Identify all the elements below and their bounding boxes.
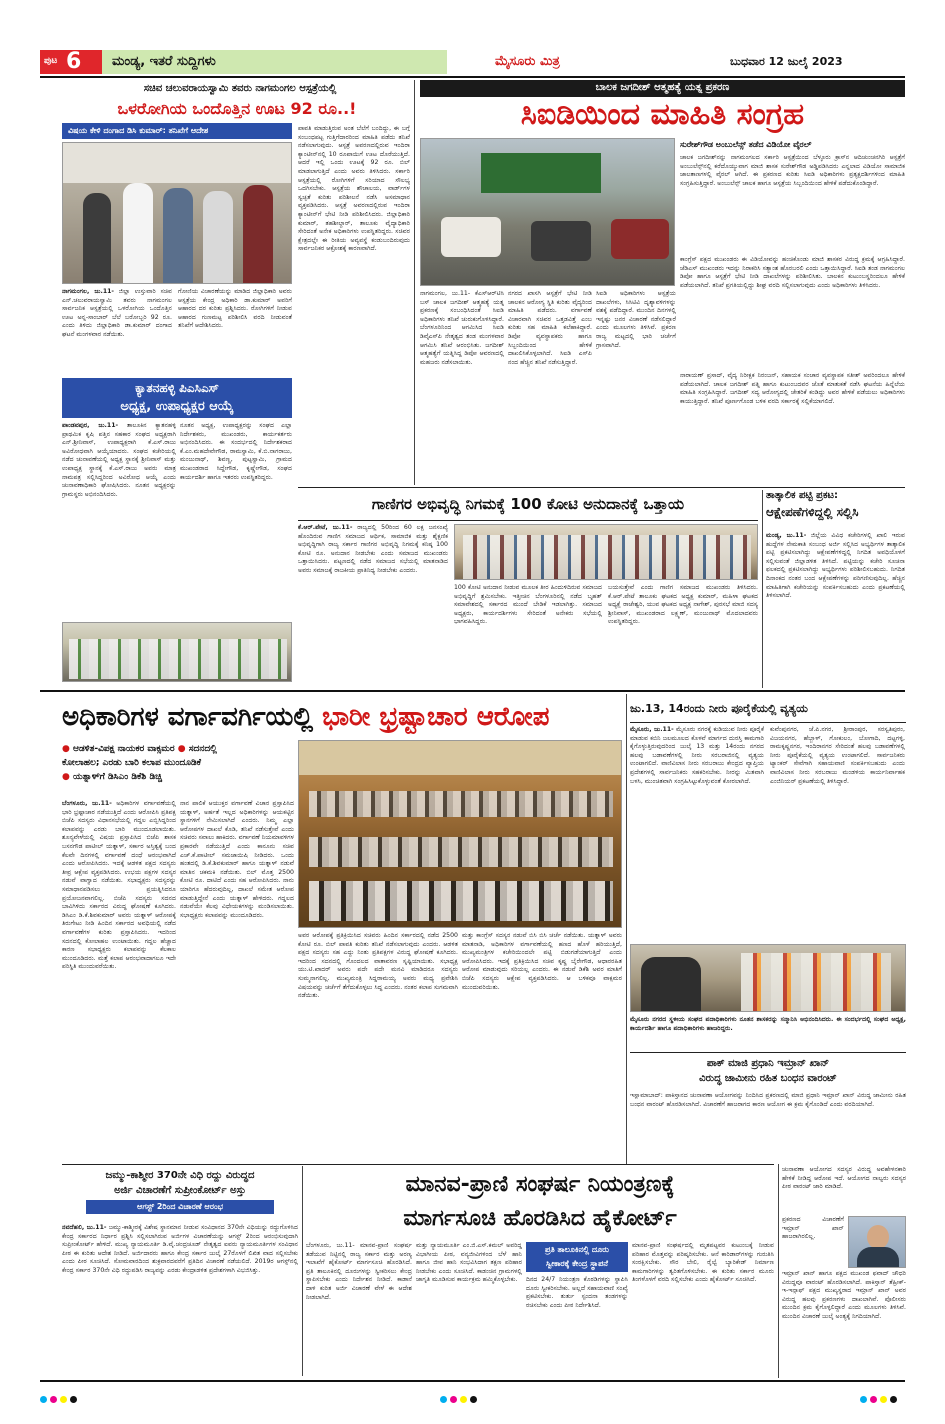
story6-bullet-4: ಯತ್ನಾಳ್‌ಗೆ ಡಿಸಿಎಂ ಡಿಕೆಶಿ ಡಿಚ್ಚಿ [73, 772, 163, 782]
story3-headline-2: ಅಧ್ಯಕ್ಷ, ಉಪಾಧ್ಯಕ್ಷರ ಆಯ್ಕೆ [120, 399, 234, 414]
dateline-bengaluru: ಬೆಂಗಳೂರು, ಜು.11- [62, 800, 112, 807]
story6-body-b: ನಾನ ಪಾಲಿಕೆ ಆಯುಕ್ತರ ವರ್ಗಾವಣೆ ವಿಚಾರ ಪ್ರಸ್ತಾಪಿಸಿದ ಯತ್ನಾಳ್, ಅರ್ಹತೆ ಇಲ್ಲದ ಅಧಿಕಾರಿಗಳನ್ನು ಆಯಕಟ್ಟಿನ ಸ್ಥಾನಗಳಿಗೆ ನೇಮಿಸಲಾಗಿದೆ ಎಂದರು. ನಿಮ್ಮ ಎಲ್ಲಾ ಆರೋಪಗಳ ದಾಖಲೆ ಕೊಡಿ, ತನಿಖೆ ನಡೆಸುತ್ತೇವೆ ಎಂದು ಸಚಿವರು ಸವಾಲು ಹಾಕಿದರು. ವರ್ಗಾವಣೆ ನಿಯಮಾವಳಿಗಳ ಪ್ರಕಾರವೇ ನಡೆಯುತ್ತಿದೆ ಎಂದು ಕಾನೂನು ಸಚಿವ ಎಚ್.ಕೆ.ಪಾಟೀಲ್ ಸಮಜಾಯಿಷಿ ನೀಡಿದರು. ಒಂದು ಹಂತದಲ್ಲಿ ಡಿ.ಕೆ.ಶಿವಕುಮಾರ್ ಹಾಗೂ ಯತ್ನಾಳ್ ನಡುವೆ ಮಾತಿನ ಚಕಮಕಿ ನಡೆಯಿತು. ಬಿಲ್ ಮೊತ್ತ 2500 ಕೋಟಿ ರೂ. ದಾಟಿದೆ ಎಂದು ಸಹ ಆರೋಪಿಸಿದರು. ನಾನು ಯಾರಿಗೂ ಹೆದರುವುದಿಲ್ಲ, ದಾಖಲೆ ಸಮೇತ ಆರೋಪ ಮಾಡುತ್ತಿದ್ದೇನೆ ಎಂದು ಯತ್ನಾಳ್ ಹೇಳಿದರು. ಗದ್ದಲದ ನಡುವೆಯೇ ಕೆಲವು ವಿಧೇಯಕಗಳನ್ನು ಮಂಡಿಸಲಾಯಿತು. ಸಭಾಧ್ಯಕ್ಷರು ಕಲಾಪವನ್ನು ಮುಂದೂಡಿದರು. [180, 800, 294, 919]
story6-headline-black: ಅಧಿಕಾರಿಗಳ ವರ್ಗಾವರ್ಗಿಯಲ್ಲಿ [62, 702, 314, 732]
story5-body: ಮಂಡ್ಯ, ಜು.11- ಜಿಲ್ಲೆಯ ವಿವಿಧ ಕಚೇರಿಗಳಲ್ಲಿ ಖಾಲಿ ಇರುವ ಹುದ್ದೆಗಳ ನೇಮಕಾತಿ ಸಂಬಂಧ ಅರ್ಜಿ ಸಲ್ಲಿಸಿದ ಅಭ್ಯರ್ಥಿಗಳ ತಾತ್ಕಾಲಿಕ ಪಟ್ಟಿ ಪ್ರಕಟಿಸಲಾಗಿದ್ದು ಆಕ್ಷೇಪಣೆಗಳಿದ್ದಲ್ಲಿ ನಿಗದಿತ ಅವಧಿಯೊಳಗೆ ಸಲ್ಲಿಸುವಂತೆ ಜಿಲ್ಲಾಡಳಿತ ತಿಳಿಸಿದೆ. ಪಟ್ಟಿಯನ್ನು ಕಚೇರಿ ಸೂಚನಾ ಫಲಕದಲ್ಲಿ ಪ್ರಕಟಿಸಲಾಗಿದ್ದು ಅಭ್ಯರ್ಥಿಗಳು ಪರಿಶೀಲಿಸಬಹುದು. ನಿಗದಿತ ದಿನಾಂಕದ ನಂತರ ಬಂದ ಆಕ್ಷೇಪಣೆಗಳನ್ನು ಪರಿಗಣಿಸುವುದಿಲ್ಲ. ಹೆಚ್ಚಿನ ಮಾಹಿತಿಗಾಗಿ ಕಚೇರಿಯನ್ನು ಸಂಪರ್ಕಿಸಬಹುದು ಎಂದು ಪ್ರಕಟಣೆಯಲ್ಲಿ ತಿಳಿಸಲಾಗಿದೆ. [766, 532, 905, 600]
story1-headline: ಒಳರೋಗಿಯ ಒಂದೊತ್ತಿನ ಊಟ 92 ರೂ..! [117, 99, 357, 118]
story2-headline: ಸಿಐಡಿಯಿಂದ ಮಾಹಿತಿ ಸಂಗ್ರಹ [520, 97, 805, 132]
paper-name: ಮೈಸೂರು ಮಿತ್ರ [495, 54, 560, 69]
dateline-pandavapura: ಪಾಂಡವಪುರ, ಜು.11- [62, 422, 119, 429]
story8-body-c: ಪ್ರಕರಣದ ವಿಚಾರಣೆಗೆ ಇಮ್ರಾನ್ ಖಾನ್ ಹಾಜರಾಗಿರಲಿಲ್ಲ. [782, 1216, 844, 1241]
issue-date: ಬುಧವಾರ 12 ಜುಲೈ 2023 [730, 55, 843, 68]
column-rule-4 [778, 1164, 779, 1378]
cyan-dot-icon [40, 1396, 47, 1403]
story6-bullet-1: ಆಡಳಿತ-ವಿಪಕ್ಷ ನಾಯಕರ ವಾಕ್ಸಮರ [73, 744, 175, 754]
story3-header [62, 378, 292, 418]
story9-subhead: ಆಗಸ್ಟ್ 2ರಿಂದ ವಿಚಾರಣೆ ಆರಂಭ [137, 1202, 223, 1211]
bullet-icon: ● [62, 744, 70, 754]
black-dot-icon [470, 1396, 477, 1403]
section-title: ಮಂಡ್ಯ, ಇತರೆ ಸುದ್ದಿಗಳು [112, 54, 216, 69]
story8-body-a: ಇಸ್ಲಾಮಾಬಾದ್: ಪಾಕಿಸ್ತಾನದ ಚುನಾವಣಾ ಆಯೋಗವನ್ನು ನಿಂದಿಸಿದ ಪ್ರಕರಣದಲ್ಲಿ ಮಾಜಿ ಪ್ರಧಾನಿ ಇಮ್ರಾನ್ ಖಾನ್ ವಿರುದ್ಧ ಜಾಮೀನು ರಹಿತ ಬಂಧನ ವಾರಂಟ್ ಹೊರಡಿಸಲಾಗಿದೆ. ವಿಚಾರಣೆಗೆ ಹಾಜರಾಗದ ಕಾರಣ ಆಯೋಗ ಈ ಕ್ರಮ ಕೈಗೊಂಡಿದೆ ಎಂದು ವರದಿಯಾಗಿದೆ. [630, 1092, 906, 1108]
page-number: 6 [66, 49, 82, 74]
story2-kicker-bar [420, 80, 905, 97]
pacs-group-photo [62, 622, 292, 682]
story2-body-a: ಚಾಲಕ ಜಗದೀಶ್‌ನನ್ನು ನಾಗಮಂಗಲದ ಸರ್ಕಾರಿ ಆಸ್ಪತ್ರೆಯಿಂದ ಬೆಳ್ಳೂರು ಕ್ರಾಸ್‌ನ ಆದಿಚುಂಚನಗಿರಿ ಆಸ್ಪತ್ರೆಗೆ ಅಂಬುಲೆನ್ಸ್‌ನಲ್ಲಿ ಕರೆದೊಯ್ಯುವಾಗ ಮಾಜಿ ಶಾಸಕ ಸುರೇಶ್‌ಗೌಡ ಅಡ್ಡಿಪಡಿಸಿದರು ಎನ್ನಲಾದ ವಿಡಿಯೋ ಸಾಮಾಜಿಕ ಜಾಲತಾಣಗಳಲ್ಲಿ ವೈರಲ್ ಆಗಿದೆ. ಈ ಪ್ರಕರಣದ ಕುರಿತು ಸಿಐಡಿ ಅಧಿಕಾರಿಗಳು ಪ್ರತ್ಯಕ್ಷದರ್ಶಿಗಳಿಂದ ಮಾಹಿತಿ ಸಂಗ್ರಹಿಸುತ್ತಿದ್ದಾರೆ. ಅಂಬುಲೆನ್ಸ್ ಚಾಲಕ ಹಾಗೂ ಆಸ್ಪತ್ರೆಯ ಸಿಬ್ಬಂದಿಯಿಂದ ಹೇಳಿಕೆ ಪಡೆದುಕೊಂಡಿದ್ದಾರೆ. [680, 154, 905, 187]
magenta-dot-icon [450, 1396, 457, 1403]
dateline-mandya: ಮಂಡ್ಯ, ಜು.11- [766, 532, 807, 539]
story10-subhead-1: ಪ್ರತಿ ತಾಲೂಕಿನಲ್ಲಿ ದೂರು [545, 1245, 609, 1254]
bullet-icon: ● [177, 744, 186, 754]
story4-headline: ಗಾಣಿಗರ ಅಭಿವೃದ್ಧಿ ನಿಗಮಕ್ಕೆ 100 ಕೋಟಿ ಅನುದಾನಕ್ಕೆ ಒತ್ತಾಯ [371, 495, 685, 513]
rule-story7 [630, 722, 906, 723]
yellow-dot-icon [60, 1396, 67, 1403]
story7-body-a: ಮೈಸೂರು, ಜು.11- ಮೈಸೂರು ನಗರಕ್ಕೆ ಕುಡಿಯುವ ನೀರು ಪೂರೈಕೆ ಮಾಡುವ ಕಬಿನಿ ಜಲಮೂಲದ ಕೊಳವೆ ಮಾರ್ಗದ ದುರಸ್ತಿ ಕಾಮಗಾರಿ ಕೈಗೊಳ್ಳುತ್ತಿರುವುದರಿಂದ ಜುಲೈ 13 ಮತ್ತು 14ರಂದು ನಗರದ ಹಲವು ಬಡಾವಣೆಗಳಲ್ಲಿ ನೀರು ಸರಬರಾಜಿನಲ್ಲಿ ವ್ಯತ್ಯಯ ಉಂಟಾಗಲಿದೆ. ವಾಣಿವಿಲಾಸ ನೀರು ಸರಬರಾಜು ಕೇಂದ್ರದ ವ್ಯಾಪ್ತಿಯ ಪ್ರದೇಶಗಳಲ್ಲಿ ಸಾರ್ವಜನಿಕರು ಸಹಕರಿಸಬೇಕು. ನೀರನ್ನು ಮಿತವಾಗಿ ಬಳಸಿ, ಮುಂಚಿತವಾಗಿ ಸಂಗ್ರಹಿಸಿಟ್ಟುಕೊಳ್ಳುವಂತೆ ಕೋರಲಾಗಿದೆ. [630, 726, 764, 785]
rule-story8 [630, 1052, 906, 1053]
story9-headline-1: ಜಮ್ಮು-ಕಾಶ್ಮೀರ 370ನೇ ವಿಧಿ ರದ್ದು ವಿರುದ್ಧದ [105, 1170, 255, 1181]
story1-body-b: ಗೋಣಿಯ ವಿಚಾರಣೆಯನ್ನು ಮಾಡಿದ ಜಿಲ್ಲಾಧಿಕಾರಿ ಅವರು ಆಸ್ಪತ್ರೆಯ ಕೇಂದ್ರ ಅಧಿಕಾರಿ ಡಾ.ಕುಮಾರ್ ಅವರಿಗೆ ಆಹಾರದ ದರ ಕುರಿತು ಪ್ರಶ್ನಿಸಿದರು. ರೋಗಿಗಳಿಗೆ ನೀಡುವ ಆಹಾರದ ಗುಣಮಟ್ಟ ಪರಿಶೀಲಿಸಿ ವರದಿ ನೀಡುವಂತೆ ತನಿಖೆಗೆ ಆದೇಶಿಸಿದರು. [178, 288, 292, 330]
story1-kicker: ಸಚಿವ ಚಲುವರಾಯಸ್ವಾಮಿ ತವರು ನಾಗಮಂಗಲ ಆಸ್ಪತ್ರೆಯಲ್ಲಿ [143, 83, 337, 94]
story6-bullet-2: ಸದನದಲ್ಲಿ [188, 744, 217, 754]
story9-subhead-box [86, 1200, 274, 1214]
cyan-dot-icon [440, 1396, 447, 1403]
rule-story4 [298, 520, 758, 521]
story4-body-c: ಬಯಸುತ್ತೇವೆ ಎಂದು ಗಾಣಿಗ ಸಮಾಜದ ಮುಖಂಡರು ತಿಳಿಸಿದರು. ಕೆ.ಆರ್.ಪೇಟೆ ತಾಲೂಕು ಘಟಕದ ಅಧ್ಯಕ್ಷ ಕುಮಾರ್, ಮಹಿಳಾ ಘಟಕದ ಅಧ್ಯಕ್ಷೆ ರಾಜೇಶ್ವರಿ, ಯುವ ಘಟಕದ ಅಧ್ಯಕ್ಷ ನಾಗೇಶ್, ಪುರಸಭೆ ಮಾಜಿ ಸದಸ್ಯ ಶ್ರೀನಿವಾಸ್, ಮುಖಂಡರಾದ ಲಕ್ಷ್ಮಣ್, ಮಂಜುನಾಥ್ ಮೊದಲಾದವರು ಉಪಸ್ಥಿತರಿದ್ದರು. [608, 584, 758, 626]
story2-body-d: ನಗರದ ಖಾಸಗಿ ಆಸ್ಪತ್ರೆಗೆ ಭೇಟಿ ನೀಡಿ ಚಾಲಕನ ಆರೋಗ್ಯ ಸ್ಥಿತಿ ಕುರಿತು ವೈದ್ಯರಿಂದ ಮಾಹಿತಿ ಪಡೆದರು. ವರ್ಗಾವಣೆ ವಿಚಾರವಾಗಿ ಸಚಿವರ ಒತ್ತಡವಿತ್ತೆ ಎಂಬ ಕುರಿತು ಸಹ ಮಾಹಿತಿ ಕಲೆಹಾಕಿದ್ದಾರೆ. ಡಿಪೋ ವ್ಯವಸ್ಥಾಪಕರು ಹಾಗೂ ಸಿಬ್ಬಂದಿಯಿಂದ ಹೇಳಿಕೆ ದಾಖಲಿಸಿಕೊಳ್ಳಲಾಗಿದೆ. ಸಿಐಡಿ ಎಸ್‌ಪಿ ನಂದ ಹೆಚ್ಚಿನ ತನಿಖೆ ನಡೆಸುತ್ತಿದ್ದಾರೆ. [508, 290, 592, 366]
cid-vehicles-photo [420, 138, 675, 286]
column-rule-2 [762, 490, 763, 688]
story6-bullet-3: ಕೋಲಾಹಲ; ಎರಡು ಬಾರಿ ಕಲಾಪ ಮುಂದೂಡಿಕೆ [62, 758, 202, 768]
story8-body-b: ಚುನಾವಣಾ ಆಯೋಗದ ಸದಸ್ಯರ ವಿರುದ್ಧ ಅವಹೇಳನಕಾರಿ ಹೇಳಿಕೆ ನೀಡಿದ್ದ ಆರೋಪ ಇದೆ. ಆಯೋಗದ ನಾಲ್ವರು ಸದಸ್ಯರ ಪೀಠ ವಾರಂಟ್ ಜಾರಿ ಮಾಡಿದೆ. [782, 1166, 906, 1191]
section-bar [102, 50, 447, 74]
rule-main [40, 690, 905, 692]
story10-headline-1: ಮಾನವ-ಪ್ರಾಣಿ ಸಂಘರ್ಷ ನಿಯಂತ್ರಣಕ್ಕೆ [405, 1172, 675, 1197]
story1-body-c: ಪಾವತಿ ಮಾಡುತ್ತಿರುವ ಅಂತ ಬೆಲೆಗೆ ಬಂದಿದ್ದು, ಈ ಬಗ್ಗೆ ಸಂಬಂಧಪಟ್ಟ ಗುತ್ತಿಗೆದಾರರಿಂದ ಮಾಹಿತಿ ಪಡೆದು ತನಿಖೆ ನಡೆಸಲಾಗುವುದು. ಆಸ್ಪತ್ರೆ ಅವರಣದಲ್ಲಿರುವ ಇಂದಿರಾ ಕ್ಯಾಂಟೀನ್‌ನಲ್ಲಿ 10 ರೂಪಾಯಿಗೆ ಊಟ ದೊರೆಯುತ್ತಿದೆ. ಆದರೆ ಇಲ್ಲಿ ಒಂದು ಊಟಕ್ಕೆ 92 ರೂ. ಬಿಲ್ ಮಾಡಲಾಗುತ್ತಿದೆ ಎಂದು ಅವರು ತಿಳಿಸಿದರು. ಸರ್ಕಾರಿ ಆಸ್ಪತ್ರೆಯಲ್ಲಿ ರೋಗಿಗಳಿಗೆ ಸರಿಯಾದ ಸೌಲಭ್ಯ ಒದಗಿಸಬೇಕು. ಆಸ್ಪತ್ರೆಯ ಶೌಚಾಲಯ, ವಾರ್ಡ್‌ಗಳ ಸ್ವಚ್ಛತೆ ಕುರಿತು ಪರಿಶೀಲನೆ ನಡೆಸಿ ಅಸಮಾಧಾನ ವ್ಯಕ್ತಪಡಿಸಿದರು. ಆಸ್ಪತ್ರೆ ಅವರಣದಲ್ಲಿರುವ ಇಂದಿರಾ ಕ್ಯಾಂಟೀನ್‌ಗೆ ಭೇಟಿ ನೀಡಿ ಪರಿಶೀಲಿಸಿದರು. ಜಿಲ್ಲಾಧಿಕಾರಿ ಕುಮಾರ್, ತಹಶೀಲ್ದಾರ್, ತಾಲೂಕು ವೈದ್ಯಾಧಿಕಾರಿ ಸೇರಿದಂತೆ ಅನೇಕ ಅಧಿಕಾರಿಗಳು ಉಪಸ್ಥಿತರಿದ್ದರು. ಸಚಿವರ ಕ್ಷೇತ್ರದಲ್ಲೇ ಈ ರೀತಿಯ ಅವ್ಯವಸ್ಥೆ ಕಂಡುಬಂದಿರುವುದು ಸಾರ್ವಜನಿಕರ ಆಕ್ರೋಶಕ್ಕೆ ಕಾರಣವಾಗಿದೆ. [298, 125, 410, 253]
dateline-mysuru: ಮೈಸೂರು, ಜು.11- [630, 726, 674, 733]
story6-body-a: ಬೆಂಗಳೂರು, ಜು.11- ಅಧಿಕಾರಿಗಳ ವರ್ಗಾವಣೆಯಲ್ಲಿ ಭಾರಿ ಭ್ರಷ್ಟಾಚಾರ ನಡೆಯುತ್ತಿದೆ ಎಂದು ಆರೋಪಿಸಿ ಪ್ರತಿಪಕ್ಷ ಬಿಜೆಪಿ ಸದಸ್ಯರು ವಿಧಾನಸಭೆಯಲ್ಲಿ ಗದ್ದಲ ಎಬ್ಬಿಸಿದ್ದರಿಂದ ಕಲಾಪವನ್ನು ಎರಡು ಬಾರಿ ಮುಂದೂಡಲಾಯಿತು. ಶೂನ್ಯವೇಳೆಯಲ್ಲಿ ವಿಷಯ ಪ್ರಸ್ತಾಪಿಸಿದ ಬಿಜೆಪಿ ಶಾಸಕ ಬಸನಗೌಡ ಪಾಟೀಲ್ ಯತ್ನಾಳ್, ಸರ್ಕಾರ ಅಸ್ತಿತ್ವಕ್ಕೆ ಬಂದ ಕೆಲವೇ ದಿನಗಳಲ್ಲಿ ವರ್ಗಾವಣೆ ದಂಧೆ ಆರಂಭವಾಗಿದೆ ಎಂದು ಆರೋಪಿಸಿದರು. ಇದಕ್ಕೆ ಆಡಳಿತ ಪಕ್ಷದ ಸದಸ್ಯರು ತೀವ್ರ ಆಕ್ಷೇಪ ವ್ಯಕ್ತಪಡಿಸಿದರು. ಉಭಯ ಪಕ್ಷಗಳ ಸದಸ್ಯರ ನಡುವೆ ವಾಗ್ವಾದ ನಡೆಯಿತು. ಸಭಾಧ್ಯಕ್ಷರು ಸದಸ್ಯರನ್ನು ಸಮಾಧಾನಪಡಿಸಲು ಪ್ರಯತ್ನಿಸಿದರೂ ಪ್ರಯೋಜನವಾಗಲಿಲ್ಲ. ಬಿಜೆಪಿ ಸದಸ್ಯರು ಸದನದ ಬಾವಿಗಿಳಿದು ಸರ್ಕಾರದ ವಿರುದ್ಧ ಘೋಷಣೆ ಕೂಗಿದರು. ಡಿಸಿಎಂ ಡಿ.ಕೆ.ಶಿವಕುಮಾರ್ ಅವರು ಯತ್ನಾಳ್ ಆರೋಪಕ್ಕೆ ತಿರುಗೇಟು ನೀಡಿ ಹಿಂದಿನ ಸರ್ಕಾರದ ಅವಧಿಯಲ್ಲಿ ನಡೆದ ವರ್ಗಾವಣೆಗಳ ಕುರಿತು ಪ್ರಸ್ತಾಪಿಸಿದರು. ಇದರಿಂದ ಸದನದಲ್ಲಿ ಕೋಲಾಹಲ ಉಂಟಾಯಿತು. ಗದ್ದಲ ಹೆಚ್ಚಾದ ಕಾರಣ ಸಭಾಧ್ಯಕ್ಷರು ಕಲಾಪವನ್ನು ಕೆಲಕಾಲ ಮುಂದೂಡಿದರು. ಮತ್ತೆ ಕಲಾಪ ಆರಂಭವಾದಾಗಲೂ ಇದೇ ಪರಿಸ್ಥಿತಿ ಮುಂದುವರೆಯಿತು. [62, 800, 176, 971]
story2-body-f: ನಾರಾಯಣ್ ಪ್ರಸಾದ್, ವೈದ್ಯ ನಿರೀಕ್ಷಕ ನಿರಂಜನ್, ಸಹಾಯಕ ಸಂಚಾರ ವ್ಯವಸ್ಥಾಪಕ ಸತೀಶ್ ಅವರಿಂದಲೂ ಹೇಳಿಕೆ ಪಡೆಯಲಾಗಿದೆ. ಚಾಲಕ ಜಗದೀಶ್ ಪತ್ನಿ ಹಾಗೂ ಕುಟುಂಬದವರ ಜೊತೆ ಮಾತುಕತೆ ನಡೆಸಿ ಘಟನೆಯ ಹಿನ್ನೆಲೆಯ ಮಾಹಿತಿ ಸಂಗ್ರಹಿಸಿದ್ದಾರೆ. ಜಗದೀಶ್ ಸದ್ಯ ಆರೋಗ್ಯದಲ್ಲಿ ಚೇತರಿಕೆ ಕಂಡಿದ್ದು ಅವರ ಹೇಳಿಕೆ ಪಡೆಯಲು ಅಧಿಕಾರಿಗಳು ಕಾಯುತ್ತಿದ್ದಾರೆ. ತನಿಖೆ ಪೂರ್ಣಗೊಂಡ ಬಳಿಕ ವರದಿ ಸರ್ಕಾರಕ್ಕೆ ಸಲ್ಲಿಕೆಯಾಗಲಿದೆ. [680, 372, 905, 405]
felicitation-caption: ಮೈಸೂರು ನಗರದ ಸ್ಥಳೀಯ ಸಂಘದ ಪದಾಧಿಕಾರಿಗಳು ನೂತನ ಶಾಸಕರನ್ನು ಸನ್ಮಾನಿಸಿ ಅಭಿನಂದಿಸಿದರು. ಈ ಸಂದರ್ಭದಲ್ಲಿ ಸಂಘದ ಅಧ್ಯಕ್ಷ, ಕಾರ್ಯದರ್ಶಿ ಹಾಗೂ ಪದಾಧಿಕಾರಿಗಳು ಹಾಜರಿದ್ದರು. [630, 1016, 906, 1032]
registration-dots-left [40, 1388, 80, 1407]
masthead-rule [40, 76, 905, 78]
story8-header [630, 1056, 906, 1090]
story1-subhead-text: ವಿಷಯ ಕೇಳಿ ದಂಗಾದ ಡಿಸಿ ಕುಮಾರ್: ತನಿಖೆಗೆ ಆದೇಶ [68, 126, 209, 135]
story7-body-b: ಕುವೆಂಪುನಗರ, ಜೆ.ಪಿ.ನಗರ, ಶ್ರೀರಾಂಪುರ, ಸರಸ್ವತಿಪುರಂ, ವಿಜಯನಗರ, ಹೆಬ್ಬಾಳ್, ಗೋಕುಲಂ, ಬೋಗಾದಿ, ದಟ್ಟಗಳ್ಳಿ, ರಾಮಕೃಷ್ಣನಗರ, ಇಂದಿರಾನಗರ ಸೇರಿದಂತೆ ಹಲವು ಬಡಾವಣೆಗಳಲ್ಲಿ ನೀರು ಪೂರೈಕೆಯಲ್ಲಿ ವ್ಯತ್ಯಯ ಉಂಟಾಗಲಿದೆ. ಸಾರ್ವಜನಿಕರು ಟ್ಯಾಂಕರ್ ಸೇವೆಗಾಗಿ ಸಹಾಯವಾಣಿ ಸಂಪರ್ಕಿಸಬಹುದು ಎಂದು ವಾಣಿವಿಲಾಸ ನೀರು ಸರಬರಾಜು ಮಂಡಳಿಯ ಕಾರ್ಯನಿರ್ವಾಹಕ ಎಂಜಿನಿಯರ್ ಪ್ರಕಟಣೆಯಲ್ಲಿ ತಿಳಿಸಿದ್ದಾರೆ. [770, 726, 905, 785]
story10-body-a: ಬೆಂಗಳೂರು, ಜು.11- ಮಾನವ-ಪ್ರಾಣಿ ಸಂಘರ್ಷ ತಡೆಯುವ ನಿಟ್ಟಿನಲ್ಲಿ ರಾಜ್ಯ ಸರ್ಕಾರ ಮತ್ತು ಅರಣ್ಯ ಇಲಾಖೆಗೆ ಹೈಕೋರ್ಟ್ ಮಾರ್ಗಸೂಚಿ ಹೊರಡಿಸಿದೆ. ಪ್ರತಿ ತಾಲೂಕಿನಲ್ಲಿ ದೂರುಗಳನ್ನು ಸ್ವೀಕರಿಸಲು ಕೇಂದ್ರ ಸ್ಥಾಪಿಸಬೇಕು ಎಂದು ನಿರ್ದೇಶನ ನೀಡಿದೆ. ಕಾಡಾನೆ ದಾಳಿ ಕುರಿತ ಅರ್ಜಿ ವಿಚಾರಣೆ ವೇಳೆ ಈ ಆದೇಶ ನೀಡಲಾಗಿದೆ. [306, 1242, 412, 1301]
story9-body: ನವದೆಹಲಿ, ಜು.11- ಜಮ್ಮು-ಕಾಶ್ಮೀರಕ್ಕೆ ವಿಶೇಷ ಸ್ಥಾನಮಾನ ನೀಡುವ ಸಂವಿಧಾನದ 370ನೇ ವಿಧಿಯನ್ನು ರದ್ದುಗೊಳಿಸಿದ ಕೇಂದ್ರ ಸರ್ಕಾರದ ನಿರ್ಧಾರ ಪ್ರಶ್ನಿಸಿ ಸಲ್ಲಿಸಲಾಗಿರುವ ಅರ್ಜಿಗಳ ವಿಚಾರಣೆಯನ್ನು ಆಗಸ್ಟ್ 2ರಿಂದ ಆರಂಭಿಸುವುದಾಗಿ ಸುಪ್ರೀಂಕೋರ್ಟ್ ಹೇಳಿದೆ. ಮುಖ್ಯ ನ್ಯಾಯಮೂರ್ತಿ ಡಿ.ವೈ.ಚಂದ್ರಚೂಡ್ ನೇತೃತ್ವದ ಐವರು ನ್ಯಾಯಮೂರ್ತಿಗಳ ಸಂವಿಧಾನ ಪೀಠ ಈ ಕುರಿತು ಆದೇಶ ನೀಡಿದೆ. ಅರ್ಜಿದಾರರು ಹಾಗೂ ಕೇಂದ್ರ ಸರ್ಕಾರ ಜುಲೈ 27ರೊಳಗೆ ಲಿಖಿತ ವಾದ ಸಲ್ಲಿಸಬೇಕು ಎಂದು ಪೀಠ ಸೂಚಿಸಿದೆ. ಸೋಮವಾರದಿಂದ ಶುಕ್ರವಾರದವರೆಗೆ ಪ್ರತಿದಿನ ವಿಚಾರಣೆ ನಡೆಯಲಿದೆ. 2019ರ ಆಗಸ್ಟ್‌ನಲ್ಲಿ ಕೇಂದ್ರ ಸರ್ಕಾರ 370ನೇ ವಿಧಿ ರದ್ದುಪಡಿಸಿ ರಾಜ್ಯವನ್ನು ಎರಡು ಕೇಂದ್ರಾಡಳಿತ ಪ್ರದೇಶಗಳಾಗಿ ವಿಭಜಿಸಿತ್ತು. [62, 1224, 298, 1274]
yellow-dot-icon [460, 1396, 467, 1403]
bullet-icon: ● [62, 772, 70, 782]
story9-headline-2: ಅರ್ಜಿ ವಿಚಾರಣೆಗೆ ಸುಪ್ರೀಂಕೋರ್ಟ್ ಅಸ್ತು [114, 1185, 246, 1196]
hospital-photo [62, 142, 292, 284]
yellow-dot-icon [880, 1396, 887, 1403]
story6-headline-red: ಭಾರೀ ಭ್ರಷ್ಟಾಚಾರ ಆರೋಪ [322, 702, 550, 732]
story6-headline [62, 696, 622, 740]
registration-dots-center [440, 1388, 480, 1407]
story9-header [62, 1168, 298, 1222]
story6-body-d: ಮತ್ತು ಕಾಂಗ್ರೆಸ್ ಸದಸ್ಯರ ನಡುವೆ ಬಿಸಿ ಬಿಸಿ ಚರ್ಚೆ ನಡೆಯಿತು. ಯತ್ನಾಳ್ ಅವರು ಮಾತನಾಡಿ, ಅಧಿಕಾರಿಗಳ ವರ್ಗಾವಣೆಯಲ್ಲಿ ಹಣದ ಹೊಳೆ ಹರಿಯುತ್ತಿದೆ, ಮುಖ್ಯಮಂತ್ರಿಗಳ ಕಚೇರಿಯಿಂದಲೇ ಪಟ್ಟಿ ಬಿಡುಗಡೆಯಾಗುತ್ತಿದೆ ಎಂದು ಆರೋಪಿಸಿದರು. ಇದಕ್ಕೆ ಪ್ರತಿಕ್ರಿಯಿಸಿದ ಸಚಿವ ಕೃಷ್ಣ ಬೈರೇಗೌಡ, ಆಧಾರರಹಿತ ಆರೋಪ ಮಾಡುವುದು ಸರಿಯಲ್ಲ ಎಂದರು. ಈ ನಡುವೆ ಡಿಕೆಶಿ ಅವರ ಮಾತಿಗೆ ಬಿಜೆಪಿ ಸದಸ್ಯರು ಆಕ್ಷೇಪ ವ್ಯಕ್ತಪಡಿಸಿದರು. ಆ ಬಳಿಕವೂ ವಾಕ್ಸಮರ ಮುಂದುವರಿಯಿತು. [462, 932, 622, 991]
story3-body-a: ಪಾಂಡವಪುರ, ಜು.11- ತಾಲೂಕಿನ ಕ್ಯಾತನಹಳ್ಳಿ ಪ್ರಾಥಮಿಕ ಕೃಷಿ ಪತ್ತಿನ ಸಹಕಾರ ಸಂಘದ ಅಧ್ಯಕ್ಷರಾಗಿ ಎನ್.ಶ್ರೀನಿವಾಸ್, ಉಪಾಧ್ಯಕ್ಷರಾಗಿ ಕೆ.ಎಸ್.ರಾಜು ಅವಿರೋಧವಾಗಿ ಆಯ್ಕೆಯಾದರು. ಸಂಘದ ಕಚೇರಿಯಲ್ಲಿ ನಡೆದ ಚುನಾವಣೆಯಲ್ಲಿ ಅಧ್ಯಕ್ಷ ಸ್ಥಾನಕ್ಕೆ ಶ್ರೀನಿವಾಸ್ ಮತ್ತು ಉಪಾಧ್ಯಕ್ಷ ಸ್ಥಾನಕ್ಕೆ ಕೆ.ಎಸ್.ರಾಜು ಅವರು ಮಾತ್ರ ನಾಮಪತ್ರ ಸಲ್ಲಿಸಿದ್ದರಿಂದ ಅವಿರೋಧ ಆಯ್ಕೆ ಎಂದು ಚುನಾವಣಾಧಿಕಾರಿ ಘೋಷಿಸಿದರು. ನೂತನ ಅಧ್ಯಕ್ಷರನ್ನು ಗ್ರಾಮಸ್ಥರು ಅಭಿನಂದಿಸಿದರು. [62, 422, 176, 498]
ganigara-photo [454, 524, 758, 580]
story1-subhead [62, 123, 292, 139]
story2-subhead: ಸುರೇಶ್‌ಗೌಡ ಅಂಬುಲೆನ್ಸ್ ತಡೆದ ವಿಡಿಯೋ ವೈರಲ್ [680, 140, 812, 149]
felicitation-photo [630, 944, 906, 1012]
imran-khan-photo [848, 1216, 906, 1268]
masthead [40, 50, 905, 74]
page-number-box [40, 50, 102, 74]
story8-headline-2: ವಿರುದ್ಧ ಜಾಮೀನು ರಹಿತ ಬಂಧನ ವಾರಂಟ್ [699, 1073, 837, 1084]
story10-subhead-box [526, 1242, 628, 1272]
story4-body-b: 100 ಕೋಟಿ ಅನುದಾನ ನೀಡುವ ಮೂಲಕ ತೀರ ಹಿಂದುಳಿದಿರುವ ಸಮಾಜದ ಅಭಿವೃದ್ಧಿಗೆ ಶ್ರಮಿಸಬೇಕು. ಇತ್ತೀಚಿನ ಬೆಂಗಳೂರಿನಲ್ಲಿ ನಡೆದ ಬೃಹತ್ ಸಮಾವೇಶದಲ್ಲಿ ಸರ್ಕಾರದ ಮುಂದೆ ಬೇಡಿಕೆ ಇಡಲಾಗಿತ್ತು. ಸಮಾಜದ ಅಧ್ಯಕ್ಷರು, ಕಾರ್ಯದರ್ಶಿಗಳು ಸೇರಿದಂತೆ ಅನೇಕರು ಸಭೆಯಲ್ಲಿ ಭಾಗವಹಿಸಿದ್ದರು. [454, 584, 602, 626]
story5-header [766, 490, 906, 530]
story1-body-a: ನಾಗಮಂಗಲ, ಜು.11- ಜಿಲ್ಲಾ ಉಸ್ತುವಾರಿ ಸಚಿವ ಎನ್.ಚಲುವರಾಯಸ್ವಾಮಿ ತವರು ನಾಗಮಂಗಲ ಸಾರ್ವಜನಿಕ ಆಸ್ಪತ್ರೆಯಲ್ಲಿ ಒಳರೋಗಿಯ ಒಂದೊತ್ತಿನ ಊಟ ಅನ್ನ-ಸಾಂಬಾರ್ ಬೆಲೆ ಬರೋಬ್ಬರಿ 92 ರೂ. ಎಂದು ತಿಳಿದು ಜಿಲ್ಲಾಧಿಕಾರಿ ಡಾ.ಕುಮಾರ್ ದಂಗಾದ ಘಟನೆ ಮಂಗಳವಾರ ನಡೆಯಿತು. [62, 288, 172, 338]
dateline-krpete: ಕೆ.ಆರ್.ಪೇಟೆ, ಜು.11- [298, 524, 353, 531]
story2-body-c: ನಾಗಮಂಗಲ, ಜು.11- ಕೆಎಸ್‌ಆರ್‌ಟಿಸಿ ಬಸ್ ಚಾಲಕ ಜಗದೀಶ್ ಆತ್ಮಹತ್ಯೆ ಯತ್ನ ಪ್ರಕರಣಕ್ಕೆ ಸಂಬಂಧಿಸಿದಂತೆ ಸಿಐಡಿ ಅಧಿಕಾರಿಗಳು ತನಿಖೆ ಚುರುಕುಗೊಳಿಸಿದ್ದಾರೆ. ಬೆಂಗಳೂರಿನಿಂದ ಆಗಮಿಸಿದ ಸಿಐಡಿ ಡಿವೈಎಸ್‌ಪಿ ನೇತೃತ್ವದ ತಂಡ ಮಂಗಳವಾರ ಆಗಮಿಸಿ ತನಿಖೆ ಆರಂಭಿಸಿತು. ಜಗದೀಶ್ ಆತ್ಮಹತ್ಯೆಗೆ ಯತ್ನಿಸಿದ್ದ ಡಿಪೋ ಆವರಣದಲ್ಲಿ ಮಹಜರು ನಡೆಸಲಾಯಿತು. [420, 290, 504, 366]
story2-kicker: ಬಾಲಕ ಜಗದೀಶ್ ಆತ್ಮಹತ್ಯೆ ಯತ್ನ ಪ್ರಕರಣ [595, 82, 730, 93]
assembly-photo [298, 740, 622, 928]
page-label: ಪುಟ [44, 56, 58, 66]
cyan-dot-icon [860, 1396, 867, 1403]
story6-body-c: ಅವರ ಆರೋಪಕ್ಕೆ ಪ್ರತಿಕ್ರಿಯಿಸಿದ ಸಚಿವರು ಹಿಂದಿನ ಸರ್ಕಾರದಲ್ಲಿ ನಡೆದ 2500 ಕೋಟಿ ರೂ. ಬಿಲ್ ಪಾವತಿ ಕುರಿತು ತನಿಖೆ ನಡೆಸಲಾಗುವುದು ಎಂದರು. ಆಡಳಿತ ಪಕ್ಷದ ಸದಸ್ಯರು ಸಹ ಎದ್ದು ನಿಂತು ಪ್ರತಿಪಕ್ಷಗಳ ವಿರುದ್ಧ ಘೋಷಣೆ ಕೂಗಿದರು. ಇದರಿಂದ ಸದನದಲ್ಲಿ ಗೊಂದಲದ ವಾತಾವರಣ ಸೃಷ್ಟಿಯಾಯಿತು. ಸಭಾಧ್ಯಕ್ಷ ಯು.ಟಿ.ಖಾದರ್ ಅವರು ಪದೇ ಪದೇ ಮನವಿ ಮಾಡಿದರೂ ಸದಸ್ಯರು ಸುಮ್ಮನಾಗಲಿಲ್ಲ. ಮುಖ್ಯಮಂತ್ರಿ ಸಿದ್ದರಾಮಯ್ಯ ಅವರು ಮಧ್ಯ ಪ್ರವೇಶಿಸಿ ವಿಷಯವನ್ನು ಚರ್ಚೆಗೆ ತೆಗೆದುಕೊಳ್ಳಲು ಸಿದ್ಧ ಎಂದರು. ನಂತರ ಕಲಾಪ ಸುಗಮವಾಗಿ ನಡೆಯಿತು. [298, 932, 458, 1000]
black-dot-icon [70, 1396, 77, 1403]
rule-mid-top [298, 487, 905, 488]
story5-headline-1: ತಾತ್ಕಾಲಿಕ ಪಟ್ಟಿ ಪ್ರಕಟ: [766, 490, 838, 501]
story10-body-c: ದಿನದ 24/7 ನಿಯಂತ್ರಣ ಕೊಠಡಿಗಳನ್ನು ಸ್ಥಾಪಿಸಿ ದೂರು ಸ್ವೀಕರಿಸಬೇಕು. ಅಲ್ಲದೆ ಸಹಾಯವಾಣಿ ಸಂಖ್ಯೆ ಪ್ರಕಟಿಸಬೇಕು. ತುರ್ತು ಸ್ಪಂದನಾ ತಂಡಗಳನ್ನು ರಚಿಸಬೇಕು ಎಂದು ಪೀಠ ನಿರ್ದೇಶಿಸಿದೆ. [526, 1276, 628, 1309]
magenta-dot-icon [870, 1396, 877, 1403]
column-rule-5 [302, 1166, 303, 1376]
story10-header [306, 1168, 774, 1238]
magenta-dot-icon [50, 1396, 57, 1403]
story7-headline: ಜು.13, 14ರಂದು ನೀರು ಪೂರೈಕೆಯಲ್ಲಿ ವ್ಯತ್ಯಯ [630, 702, 808, 715]
rule-bottom [40, 1380, 905, 1382]
rule-lower [62, 1164, 774, 1165]
story2-body-e: ಸಿಐಡಿ ಅಧಿಕಾರಿಗಳು ಆಸ್ಪತ್ರೆಯ ದಾಖಲೆಗಳು, ಸಿಸಿಟಿವಿ ದೃಶ್ಯಾವಳಿಗಳನ್ನು ವಶಕ್ಕೆ ಪಡೆದಿದ್ದಾರೆ. ಮುಂದಿನ ದಿನಗಳಲ್ಲಿ ಇನ್ನಷ್ಟು ಜನರ ವಿಚಾರಣೆ ನಡೆಸಲಿದ್ದಾರೆ ಎಂದು ಮೂಲಗಳು ತಿಳಿಸಿವೆ. ಪ್ರಕರಣ ರಾಜ್ಯ ಮಟ್ಟದಲ್ಲಿ ಭಾರಿ ಚರ್ಚೆಗೆ ಗ್ರಾಸವಾಗಿದೆ. [596, 290, 676, 349]
story3-headline-1: ಕ್ಯಾತನಹಳ್ಳಿ ಪಿಎಸಿಎಸ್ [135, 381, 219, 395]
story8-headline-1: ಪಾಕ್ ಮಾಜಿ ಪ್ರಧಾನಿ ಇಮ್ರಾನ್ ಖಾನ್ [706, 1058, 830, 1069]
story4-body-a: ಕೆ.ಆರ್.ಪೇಟೆ, ಜು.11- ರಾಜ್ಯದಲ್ಲಿ 50ರಿಂದ 60 ಲಕ್ಷ ಜನಸಂಖ್ಯೆ ಹೊಂದಿರುವ ಗಾಣಿಗ ಸಮಾಜದ ಆರ್ಥಿಕ, ಸಾಮಾಜಿಕ ಮತ್ತು ಶೈಕ್ಷಣಿಕ ಅಭಿವೃದ್ಧಿಗಾಗಿ ರಾಜ್ಯ ಸರ್ಕಾರ ಗಾಣಿಗರ ಅಭಿವೃದ್ಧಿ ನಿಗಮಕ್ಕೆ ಕನಿಷ್ಠ 100 ಕೋಟಿ ರೂ. ಅನುದಾನ ನೀಡಬೇಕು ಎಂದು ಸಮಾಜದ ಮುಖಂಡರು ಒತ್ತಾಯಿಸಿದರು. ಪಟ್ಟಣದಲ್ಲಿ ನಡೆದ ಸಮಾಜದ ಸಭೆಯಲ್ಲಿ ಮಾತನಾಡಿದ ಅವರು ಸಮಾಜಕ್ಕೆ ರಾಜಕೀಯ ಪ್ರಾತಿನಿಧ್ಯ ನೀಡಬೇಕು ಎಂದರು. [298, 524, 448, 574]
story8-body-d: ಇಮ್ರಾನ್ ಖಾನ್ ಹಾಗೂ ಪಕ್ಷದ ಮುಖಂಡ ಫವಾದ್ ಚೌಧರಿ ವಿರುದ್ಧವೂ ವಾರಂಟ್ ಹೊರಡಿಸಲಾಗಿದೆ. ಪಾಕಿಸ್ತಾನ್ ತೆಹ್ರೀಕ್-ಇ-ಇನ್ಸಾಫ್ ಪಕ್ಷದ ಮುಖ್ಯಸ್ಥರಾದ ಇಮ್ರಾನ್ ಖಾನ್ ಅವರ ವಿರುದ್ಧ ಹಲವು ಪ್ರಕರಣಗಳು ದಾಖಲಾಗಿವೆ. ಪೊಲೀಸರು ಮುಂದಿನ ಕ್ರಮ ಕೈಗೊಳ್ಳಲಿದ್ದಾರೆ ಎಂದು ಮೂಲಗಳು ತಿಳಿಸಿವೆ. ಮುಂದಿನ ವಿಚಾರಣೆ ಜುಲೈ ಅಂತ್ಯಕ್ಕೆ ನಿಗದಿಯಾಗಿದೆ. [782, 1270, 906, 1320]
story10-body-b: ಮತ್ತು ನ್ಯಾಯಮೂರ್ತಿ ಎಂ.ಜಿ.ಎಸ್.ಕಮಲ್ ಅವರಿದ್ದ ವಿಭಾಗೀಯ ಪೀಠ, ವನ್ಯಜೀವಿಗಳಿಂದ ಬೆಳೆ ಹಾನಿ ಹಾಗೂ ಜೀವ ಹಾನಿ ಸಂಭವಿಸಿದಾಗ ತಕ್ಷಣ ಪರಿಹಾರ ನೀಡಬೇಕು ಎಂದು ಸೂಚಿಸಿದೆ. ಕಾಡಂಚಿನ ಗ್ರಾಮಗಳಲ್ಲಿ ಜಾಗೃತಿ ಮೂಡಿಸುವ ಕಾರ್ಯಕ್ರಮ ಹಮ್ಮಿಕೊಳ್ಳಬೇಕು. [416, 1242, 522, 1284]
story10-body-d: ಮಾನವ-ಪ್ರಾಣಿ ಸಂಘರ್ಷದಲ್ಲಿ ಮೃತಪಟ್ಟವರ ಕುಟುಂಬಕ್ಕೆ ನೀಡುವ ಪರಿಹಾರ ಮೊತ್ತವನ್ನು ಪರಿಷ್ಕರಿಸಬೇಕು. ಆನೆ ಕಾರಿಡಾರ್‌ಗಳನ್ನು ಗುರುತಿಸಿ ಸಂರಕ್ಷಿಸಬೇಕು. ಸೌರ ಬೇಲಿ, ರೈಲ್ವೆ ಬ್ಯಾರಿಕೇಡ್ ನಿರ್ಮಾಣ ಕಾಮಗಾರಿಗಳನ್ನು ತ್ವರಿತಗೊಳಿಸಬೇಕು. ಈ ಕುರಿತು ಸರ್ಕಾರ ಮೂರು ತಿಂಗಳೊಳಗೆ ವರದಿ ಸಲ್ಲಿಸಬೇಕು ಎಂದು ಹೈಕೋರ್ಟ್ ಸೂಚಿಸಿದೆ. [632, 1242, 774, 1284]
registration-dots-right [860, 1388, 900, 1407]
dateline-nagamangala: ನಾಗಮಂಗಲ, ಜು.11- [62, 288, 114, 295]
story3-body-b: ನೂತನ ಅಧ್ಯಕ್ಷ, ಉಪಾಧ್ಯಕ್ಷರನ್ನು ಸಂಘದ ಎಲ್ಲಾ ನಿರ್ದೇಶಕರು, ಮುಖಂಡರು, ಕಾರ್ಯಕರ್ತರು ಅಭಿನಂದಿಸಿದರು. ಈ ಸಂದರ್ಭದಲ್ಲಿ ನಿರ್ದೇಶಕರಾದ ಕೆ.ಎಂ.ಮಹದೇವೇಗೌಡ, ರಾಮಸ್ವಾಮಿ, ಕೆ.ಬಿ.ನಾಗರಾಜು, ಮಂಜುನಾಥ್, ಶಿವಣ್ಣ, ಪುಟ್ಟಸ್ವಾಮಿ, ಗ್ರಾಮದ ಮುಖಂಡರಾದ ಸಿದ್ದೇಗೌಡ, ಕೃಷ್ಣೇಗೌಡ, ಸಂಘದ ಕಾರ್ಯದರ್ಶಿ ಹಾಗೂ ಇತರರು ಉಪಸ್ಥಿತರಿದ್ದರು. [180, 422, 292, 481]
column-rule-3 [626, 694, 627, 1164]
black-dot-icon [890, 1396, 897, 1403]
column-rule-1 [414, 80, 415, 485]
story5-headline-2: ಆಕ್ಷೇಪಣೆಗಳಿದ್ದಲ್ಲಿ ಸಲ್ಲಿಸಿ [766, 505, 859, 519]
dateline-newdelhi: ನವದೆಹಲಿ, ಜು.11- [62, 1224, 107, 1231]
story10-headline-2: ಮಾರ್ಗಸೂಚಿ ಹೊರಡಿಸಿದ ಹೈಕೋರ್ಟ್ [403, 1206, 677, 1231]
story2-body-b: ಕಾಂಗ್ರೆಸ್ ಪಕ್ಷದ ಮುಖಂಡರು ಈ ವಿಡಿಯೋವನ್ನು ಹಂಚಿಕೊಂಡು ಮಾಜಿ ಶಾಸಕರ ವಿರುದ್ಧ ಕ್ರಮಕ್ಕೆ ಆಗ್ರಹಿಸಿದ್ದಾರೆ. ಜೆಡಿಎಸ್ ಮುಖಂಡರು ಇದನ್ನು ನಿರಾಕರಿಸಿ ಸತ್ಯಾಂಶ ಹೊರಬರಲಿ ಎಂದು ಒತ್ತಾಯಿಸಿದ್ದಾರೆ. ಸಿಐಡಿ ತಂಡ ನಾಗಮಂಗಲ ಡಿಪೋ ಹಾಗೂ ಆಸ್ಪತ್ರೆಗೆ ಭೇಟಿ ನೀಡಿ ದಾಖಲೆಗಳನ್ನು ಪರಿಶೀಲಿಸಿತು. ಬಾಲಕನ ಕುಟುಂಬಸ್ಥರಿಂದಲೂ ಹೇಳಿಕೆ ಪಡೆಯಲಾಗಿದೆ. ತನಿಖೆ ಪ್ರಗತಿಯಲ್ಲಿದ್ದು ಶೀಘ್ರ ವರದಿ ಸಲ್ಲಿಸಲಾಗುವುದು ಎಂದು ಅಧಿಕಾರಿಗಳು ತಿಳಿಸಿದರು. [680, 256, 905, 289]
story10-subhead-2: ಸ್ವೀಕಾರಕ್ಕೆ ಕೇಂದ್ರ ಸ್ಥಾಪನೆ [546, 1259, 608, 1268]
